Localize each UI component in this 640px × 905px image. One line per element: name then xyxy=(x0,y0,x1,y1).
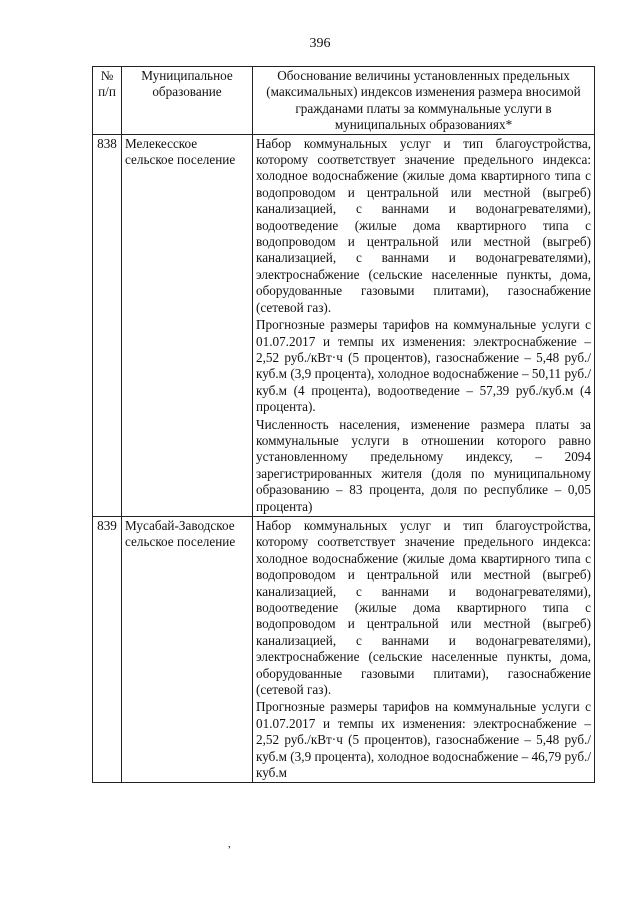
header-municipality: Муниципальное образование xyxy=(122,67,253,135)
header-num: № п/п xyxy=(93,67,122,135)
municipal-index-table xyxy=(92,66,595,783)
stray-mark: , xyxy=(228,838,231,850)
paragraph-services: Набор коммунальных услуг и тип благоустройства, которому соответствует значение предельного индекса: холодное водоснабжение (жилые дома квартирного типа с водопроводом и центральной или местной (выгреб) канализацией, с ваннами и водонагревателями), водоотведение (жилые дома квартирного типа с водопроводом и центральной или местной (выгреб) канализацией, с ваннами и водонагревателями), электроснабжение (сельские населенные пункты, дома, оборудованные газовыми плитами), газоснабжение (сетевой газ). xyxy=(256,135,591,315)
municipality-name: Мелекесское сельское поселение xyxy=(122,134,253,516)
row-number: 839 xyxy=(93,516,122,783)
table-row xyxy=(93,134,595,516)
paragraph-services: Набор коммунальных услуг и тип благоустройства, которому соответствует значение предельного индекса: холодное водоснабжение (жилые дома квартирного типа с водопроводом и центральной или местной (выгреб) канализацией, с ваннами и водонагревателями), водоотведение (жилые дома квартирного типа с водопроводом и центральной или местной (выгреб) канализацией, с ваннами и водонагревателями), электроснабжение (сельские населенные пункты, дома, оборудованные газовыми плитами), газоснабжение (сетевой газ). xyxy=(256,517,591,698)
paragraph-tariffs: Прогнозные размеры тарифов на коммунальные услуги с 01.07.2017 и темпы их изменения: электроснабжение – 2,52 руб./кВт·ч (5 процентов), газоснабжение – 5,48 руб./куб.м (3,9 процента), холодное водоснабжение – 46,79 руб./куб.м xyxy=(256,699,591,781)
paragraph-population: Численность населения, изменение размера платы за коммунальные услуги в отношении которого равно установленному предельному индексу, – 2094 зарегистрированных жителя (доля по муниципальному образованию – 83 процента, доля по республике – 0,05 процента) xyxy=(256,416,591,514)
page-number: 396 xyxy=(309,36,331,51)
justification-cell xyxy=(253,134,595,516)
table-row xyxy=(93,516,595,783)
municipality-name: Мусабай-Заводское сельское поселение xyxy=(122,516,253,783)
row-number: 838 xyxy=(93,134,122,516)
table-header-row xyxy=(93,67,595,135)
header-justification: Обоснование величины установленных предельных (максимальных) индексов изменения размера вносимой гражданами платы за коммунальные услуги в муниципальных образованиях* xyxy=(253,67,595,135)
justification-cell xyxy=(253,516,595,783)
paragraph-tariffs: Прогнозные размеры тарифов на коммунальные услуги с 01.07.2017 и темпы их изменения: электроснабжение – 2,52 руб./кВт·ч (5 процентов), газоснабжение – 5,48 руб./куб.м (3,9 процента), холодное водоснабжение – 50,11 руб./куб.м (4 процента), водоотведение – 57,39 руб./куб.м (4 процента). xyxy=(256,317,591,415)
